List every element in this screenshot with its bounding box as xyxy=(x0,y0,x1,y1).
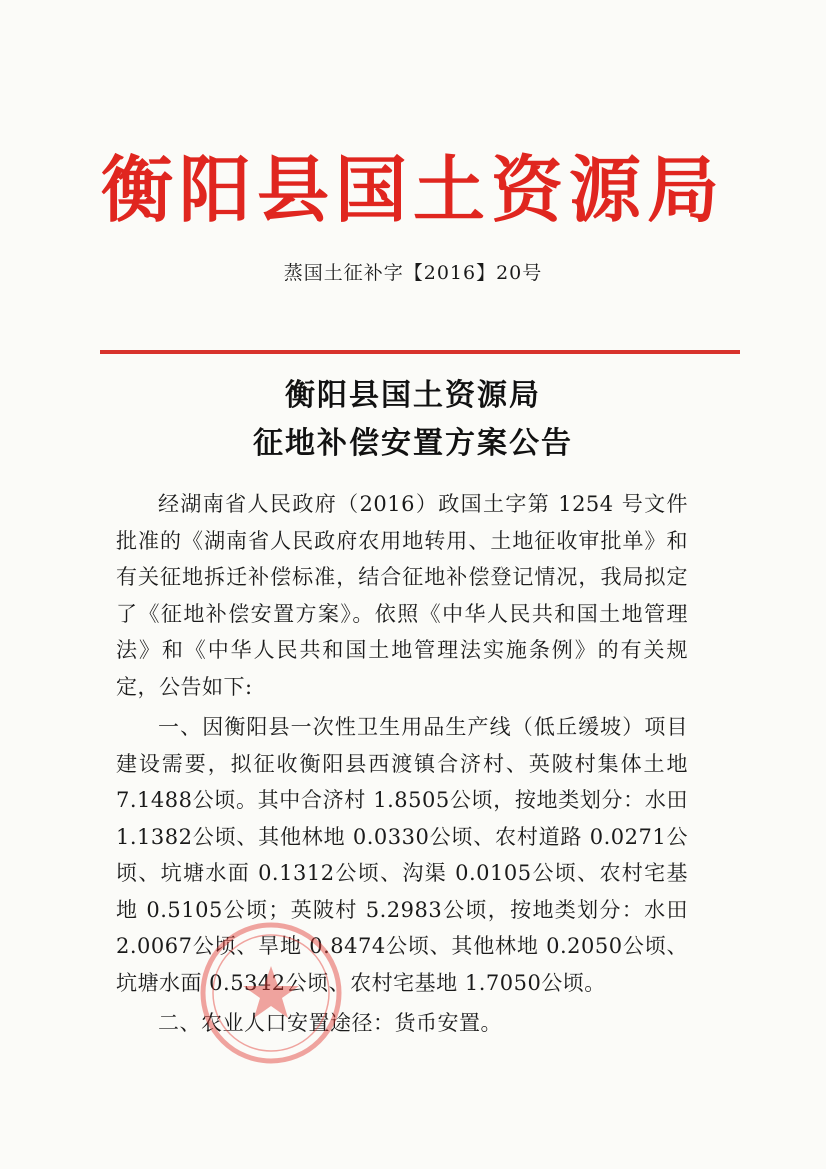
document-number: 蒸国土征补字【2016】20号 xyxy=(283,262,543,284)
agency-letterhead: 衡阳县国土资源局 xyxy=(100,147,725,232)
body-paragraph-land-acquisition: 一、因衡阳县一次性卫生用品生产线（低丘缓坡）项目建设需要，拟征收衡阳县西渡镇合济村、英陂村集体土地7.1488公顷。其中合济村 1.8505公顷，按地类划分：水田1.1382公顷、其他林地 0.0330公顷、农村道路 0.0271公顷、坑塘水面 0.1312公顷、沟渠 0.0105公顷、农村宅基地 0.5105公顷；英陂村 5.2983公顷，按地类划分：水田 2.0067公顷、旱地 0.8474公顷、其他林地 0.2050公顷、坑塘水面 0.5342公顷、农村宅基地 1.7050公顷。 xyxy=(116,715,688,995)
body-paragraph-resettlement: 二、农业人口安置途径：货币安置。 xyxy=(158,1011,502,1035)
notice-title-line1: 衡阳县国土资源局 xyxy=(285,378,541,413)
letterhead-divider xyxy=(100,350,740,354)
body-paragraph-intro: 经湖南省人民政府（2016）政国土字第 1254 号文件批准的《湖南省人民政府农用地转用、土地征收审批单》和有关征地拆迁补偿标准，结合征地补偿登记情况，我局拟定了《征地补偿安置方案》。依照《中华人民共和国土地管理法》和《中华人民共和国土地管理法实施条例》的有关规定，公告如下: xyxy=(116,492,688,699)
official-seal-icon xyxy=(196,918,346,1068)
notice-title-line2: 征地补偿安置方案公告 xyxy=(253,426,573,461)
